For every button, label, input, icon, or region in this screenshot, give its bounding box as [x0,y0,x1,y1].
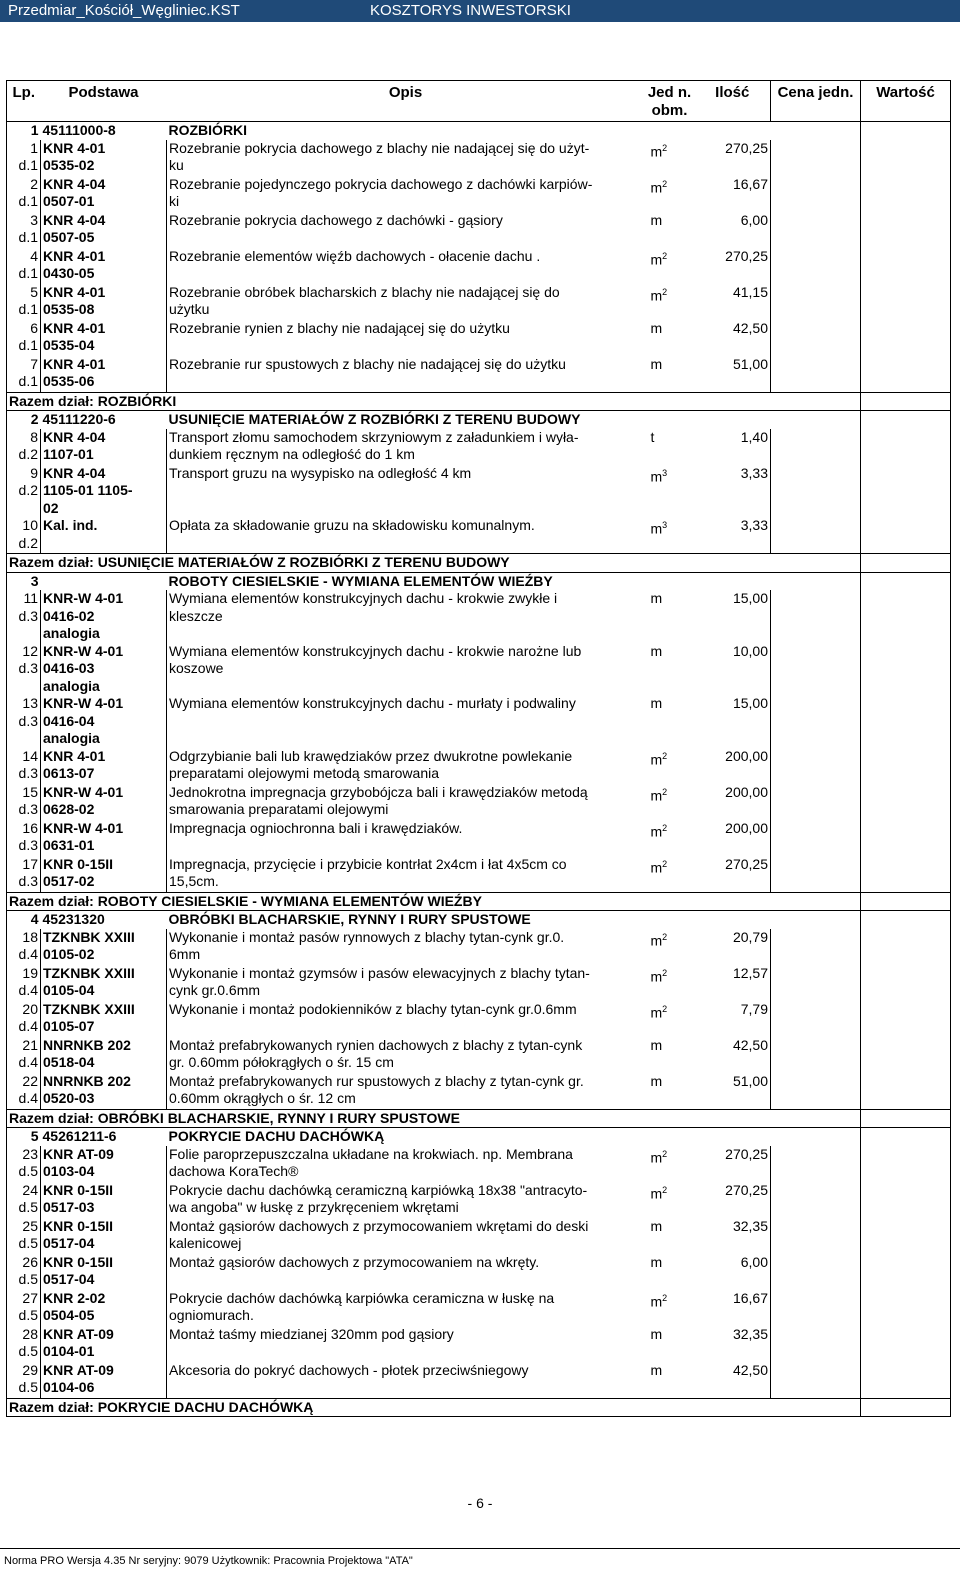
cena-cell [771,517,861,554]
cena-cell [771,1182,861,1218]
position-basis: KNR 2-02 0504-05 [41,1290,167,1326]
section-number: 2 [7,411,41,429]
wartosc-cell [861,212,951,248]
position-description: Wymiana elementów konstrukcyjnych dachu - krokwie narożne lub koszowe [167,643,645,696]
position-description: Folie paroprzepuszczalna układane na krokwiach. np. Membrana dachowa KoraTech® [167,1146,645,1182]
position-number: 18 d.4 [7,929,41,965]
section-title: ROZBIÓRKI [167,122,771,140]
position-number: 3 d.1 [7,212,41,248]
wartosc-cell [861,1398,951,1417]
position-quantity: 51,00 [695,1073,771,1110]
position-unit: $m^2$ [650,1003,668,1021]
position-unit: $m^2$ [650,286,668,304]
position-unit: $m^2$ [650,1184,668,1202]
cena-cell [771,590,861,643]
table-row [7,284,951,320]
position-quantity: 42,50 [695,1037,771,1073]
position-quantity: 7,79 [695,1001,771,1037]
wartosc-cell [861,429,951,465]
wartosc-cell [861,1290,951,1326]
position-basis: KNR-W 4-01 0416-04 analogia [41,695,167,748]
cena-cell [771,284,861,320]
position-number: 23 d.5 [7,1146,41,1182]
wartosc-cell [861,820,951,856]
section-title: ROBOTY CIESIELSKIE - WYMIANA ELEMENTÓW WIEŹBY [167,572,771,590]
position-number: 17 d.3 [7,856,41,893]
wartosc-cell [861,911,951,929]
position-description: Wykonanie i montaż podokienników z blachy tytan-cynk gr.0.6mm [167,1001,645,1037]
wartosc-cell [861,929,951,965]
position-number: 19 d.4 [7,965,41,1001]
position-basis: KNR 0-15II 0517-04 [41,1218,167,1254]
cena-cell [771,122,861,140]
table-row [7,176,951,212]
position-unit: m [650,1217,663,1234]
position-description: Jednokrotna impregnacja grzybobójcza bali i krawędziaków metodą smarowania preparatami olejowymi [167,784,645,820]
section-number: 5 [7,1128,41,1146]
position-quantity: 270,25 [695,248,771,284]
section-number: 4 [7,911,41,929]
wartosc-cell [861,356,951,393]
cena-cell [771,929,861,965]
wartosc-cell [861,392,951,411]
position-number: 16 d.3 [7,820,41,856]
position-unit: t [650,428,655,445]
wartosc-cell [861,411,951,429]
cena-cell [771,748,861,784]
position-description: Transport złomu samochodem skrzyniowym z załadunkiem i wyła- dunkiem ręcznym na odległość do 1 km [167,429,645,465]
position-number: 8 d.2 [7,429,41,465]
wartosc-cell [861,1109,951,1128]
position-unit: m [650,1036,663,1053]
table-row [7,356,951,393]
section-row [7,572,951,590]
wartosc-cell [861,176,951,212]
table-row [7,1290,951,1326]
cena-cell [771,1128,861,1146]
position-basis: Kal. ind. [41,517,167,554]
cena-cell [771,411,861,429]
position-unit: $m^2$ [650,967,668,985]
section-code: 45111000-8 [41,122,167,140]
section-row [7,911,951,929]
position-quantity: 6,00 [695,212,771,248]
header-ilosc: Ilość [695,81,771,122]
table-row [7,429,951,465]
position-description: Rozebranie rur spustowych z blachy nie nadającej się do użytku [167,356,645,393]
position-number: 10 d.2 [7,517,41,554]
wartosc-cell [861,517,951,554]
table-row [7,1362,951,1399]
table-row [7,248,951,284]
cena-cell [771,1254,861,1290]
position-description: Montaż gąsiorów dachowych z przymocowaniem wkrętami do deski kalenicowej [167,1218,645,1254]
position-number: 2 d.1 [7,176,41,212]
position-description: Opłata za składowanie gruzu na składowisku komunalnym. [167,517,645,554]
position-basis: KNR 4-01 0535-06 [41,356,167,393]
table-body [7,122,951,1417]
section-total-row [7,1398,951,1417]
wartosc-cell [861,892,951,911]
wartosc-cell [861,695,951,748]
table-row [7,1326,951,1362]
position-number: 13 d.3 [7,695,41,748]
table-row [7,1182,951,1218]
window-titlebar [0,0,960,22]
position-number: 7 d.1 [7,356,41,393]
position-quantity: 42,50 [695,320,771,356]
position-unit: m [650,590,663,606]
position-number: 14 d.3 [7,748,41,784]
section-number: 1 [7,122,41,140]
cena-cell [771,465,861,518]
position-unit: m [650,211,663,228]
position-number: 25 d.5 [7,1218,41,1254]
position-unit: $m^3$ [650,467,668,485]
position-unit: m [650,355,663,372]
position-unit: $m^2$ [650,178,668,196]
wartosc-cell [861,590,951,643]
position-quantity: 32,35 [695,1218,771,1254]
position-unit: $m^3$ [650,520,668,537]
position-number: 28 d.5 [7,1326,41,1362]
position-description: Transport gruzu na wysypisko na odległość 4 km [167,465,645,518]
table-row [7,695,951,748]
table-row [7,1037,951,1073]
position-description: Montaż taśmy miedzianej 320mm pod gąsiory [167,1326,645,1362]
position-number: 15 d.3 [7,784,41,820]
position-unit: $m^2$ [650,858,668,876]
header-podstawa: Podstawa [41,81,167,122]
position-quantity: 200,00 [695,784,771,820]
wartosc-cell [861,554,951,573]
section-row [7,122,951,140]
section-row [7,411,951,429]
section-total-label: Razem dział: ROBOTY CIESIELSKIE - WYMIANA ELEMENTÓW WIEŹBY [7,892,771,911]
position-description: Wymiana elementów konstrukcyjnych dachu - krokwie zwykłe i kleszcze [167,590,645,643]
position-basis: KNR 4-01 0535-08 [41,284,167,320]
wartosc-cell [861,1146,951,1182]
position-description: Wykonanie i montaż pasów rynnowych z blachy tytan-cynk gr.0. 6mm [167,929,645,965]
position-basis: KNR 4-01 0535-04 [41,320,167,356]
position-description: Pokrycie dachów dachówką karpiówka ceramiczna w łuskę na ogniomurach. [167,1290,645,1326]
position-number: 24 d.5 [7,1182,41,1218]
position-description: Montaż prefabrykowanych rynien dachowych z blachy z tytan-cynk gr. 0.60mm półokrągłych o śr. 15 cm [167,1037,645,1073]
wartosc-cell [861,784,951,820]
wartosc-cell [861,1073,951,1110]
table-row [7,1146,951,1182]
wartosc-cell [861,965,951,1001]
position-unit: m [650,642,663,659]
position-basis: KNR-W 4-01 0416-03 analogia [41,643,167,696]
cena-cell [771,1326,861,1362]
table-header-row [7,81,951,122]
position-number: 5 d.1 [7,284,41,320]
section-total-label: Razem dział: OBRÓBKI BLACHARSKIE, RYNNY I RURY SPUSTOWE [7,1109,771,1128]
table-row [7,784,951,820]
wartosc-cell [861,320,951,356]
cena-cell [771,140,861,176]
cena-cell [771,429,861,465]
table-row [7,856,951,893]
position-basis: KNR-W 4-01 0631-01 [41,820,167,856]
page-number: - 6 - [467,1495,493,1511]
estimate-table [6,80,951,1417]
cena-cell [771,1290,861,1326]
wartosc-cell [861,1362,951,1399]
position-quantity: 270,25 [695,1146,771,1182]
section-total-row [7,892,951,911]
position-quantity: 3,33 [695,465,771,518]
wartosc-cell [861,1254,951,1290]
position-basis: KNR 4-04 0507-01 [41,176,167,212]
footer-info: Norma PRO Wersja 4.35 Nr seryjny: 9079 Użytkownik: Pracownia Projektowa "ATA" [0,1548,960,1567]
cena-cell [771,320,861,356]
cena-cell [771,643,861,696]
table-row [7,320,951,356]
position-quantity: 200,00 [695,748,771,784]
position-description: Rozebranie rynien z blachy nie nadającej się do użytku [167,320,645,356]
section-title: OBRÓBKI BLACHARSKIE, RYNNY I RURY SPUSTOWE [167,911,771,929]
cena-cell [771,1001,861,1037]
position-basis: KNR 4-01 0613-07 [41,748,167,784]
position-number: 22 d.4 [7,1073,41,1110]
section-total-row [7,1109,951,1128]
position-unit: $m^2$ [650,750,668,768]
section-title: USUNIĘCIE MATERIAŁÓW Z ROZBIÓRKI Z TERENU BUDOWY [167,411,771,429]
header-opis: Opis [167,81,645,122]
position-number: 27 d.5 [7,1290,41,1326]
position-quantity: 41,15 [695,284,771,320]
table-row [7,929,951,965]
position-number: 12 d.3 [7,643,41,696]
position-unit: m [650,319,663,336]
cena-cell [771,248,861,284]
table-row [7,1218,951,1254]
position-description: Rozebranie pokrycia dachowego z dachówki - gąsiory [167,212,645,248]
position-unit: $m^2$ [650,822,668,840]
cena-cell [771,1109,861,1128]
table-row [7,643,951,696]
header-jed: Jed n. obm. [645,81,695,122]
position-unit: $m^2$ [650,931,668,949]
position-basis: KNR 0-15II 0517-03 [41,1182,167,1218]
section-code [41,572,167,590]
position-number: 11 d.3 [7,590,41,643]
cena-cell [771,892,861,911]
position-quantity: 12,57 [695,965,771,1001]
position-basis: TZKNBK XXIII 0105-07 [41,1001,167,1037]
table-row [7,212,951,248]
wartosc-cell [861,140,951,176]
document-title: KOSZTORYS INWESTORSKI [370,2,571,19]
position-quantity: 10,00 [695,643,771,696]
section-total-row [7,392,951,411]
position-number: 29 d.5 [7,1362,41,1399]
wartosc-cell [861,748,951,784]
table-row [7,590,951,643]
position-description: Rozebranie pokrycia dachowego z blachy nie nadającej się do użyt- ku [167,140,645,176]
wartosc-cell [861,856,951,893]
cena-cell [771,784,861,820]
file-name: Przedmiar_Kościół_Węgliniec.KST [8,2,240,19]
position-quantity: 270,25 [695,140,771,176]
cena-cell [771,212,861,248]
table-row [7,465,951,518]
position-basis: KNR AT-09 0104-01 [41,1326,167,1362]
cena-cell [771,911,861,929]
table-row [7,1001,951,1037]
wartosc-cell [861,122,951,140]
section-total-label: Razem dział: ROZBIÓRKI [7,392,771,411]
cena-cell [771,965,861,1001]
position-description: Wykonanie i montaż gzymsów i pasów elewacyjnych z blachy tytan- cynk gr.0.6mm [167,965,645,1001]
position-description: Pokrycie dachu dachówką ceramiczną karpiówką 18x38 "antracyto- wa angoba" w łuskę z przykręceniem wkrętami [167,1182,645,1218]
position-unit: m [650,1072,663,1089]
position-description: Akcesoria do pokryć dachowych - płotek przeciwśniegowy [167,1362,645,1399]
position-quantity: 32,35 [695,1326,771,1362]
position-quantity: 20,79 [695,929,771,965]
cena-cell [771,176,861,212]
position-basis: KNR 4-04 0507-05 [41,212,167,248]
cena-cell [771,356,861,393]
wartosc-cell [861,1326,951,1362]
section-total-row [7,554,951,573]
position-basis: KNR 0-15II 0517-04 [41,1254,167,1290]
header-cena: Cena jedn. [771,81,861,122]
section-row [7,1128,951,1146]
table-row [7,748,951,784]
section-code: 45111220-6 [41,411,167,429]
position-quantity: 270,25 [695,1182,771,1218]
position-basis: KNR 4-01 0535-02 [41,140,167,176]
position-quantity: 270,25 [695,856,771,893]
section-title: POKRYCIE DACHU DACHÓWKĄ [167,1128,771,1146]
cena-cell [771,554,861,573]
position-description: Impregnacja, przycięcie i przybicie kontrłat 2x4cm i łat 4x5cm co 15,5cm. [167,856,645,893]
position-number: 20 d.4 [7,1001,41,1037]
position-quantity: 15,00 [695,695,771,748]
position-quantity: 51,00 [695,356,771,393]
position-basis: KNR AT-09 0104-06 [41,1362,167,1399]
position-basis: TZKNBK XXIII 0105-04 [41,965,167,1001]
table-row [7,820,951,856]
position-quantity: 42,50 [695,1362,771,1399]
position-quantity: 3,33 [695,517,771,554]
wartosc-cell [861,465,951,518]
position-quantity: 6,00 [695,1254,771,1290]
cena-cell [771,572,861,590]
cena-cell [771,1037,861,1073]
position-basis: KNR-W 4-01 0416-02 analogia [41,590,167,643]
position-basis: KNR-W 4-01 0628-02 [41,784,167,820]
position-basis: TZKNBK XXIII 0105-02 [41,929,167,965]
table-row [7,517,951,554]
table-row [7,140,951,176]
position-basis: KNR 4-01 0430-05 [41,248,167,284]
position-description: Odgrzybianie bali lub krawędziaków przez dwukrotne powlekanie preparatami olejowymi metodą smarowania [167,748,645,784]
position-unit: m [650,1253,663,1270]
section-number: 3 [7,572,41,590]
cena-cell [771,1146,861,1182]
wartosc-cell [861,1128,951,1146]
position-unit: $m^2$ [650,786,668,804]
position-description: Montaż prefabrykowanych rur spustowych z blachy z tytan-cynk gr. 0.60mm okrągłych o śr. 12 cm [167,1073,645,1110]
position-description: Montaż gąsiorów dachowych z przymocowaniem na wkręty. [167,1254,645,1290]
position-number: 6 d.1 [7,320,41,356]
wartosc-cell [861,643,951,696]
wartosc-cell [861,1001,951,1037]
position-description: Rozebranie obróbek blacharskich z blachy nie nadającej się do użytku [167,284,645,320]
position-basis: KNR 0-15II 0517-02 [41,856,167,893]
section-total-label: Razem dział: POKRYCIE DACHU DACHÓWKĄ [7,1398,771,1417]
cena-cell [771,392,861,411]
header-wartosc: Wartość [861,81,951,122]
position-basis: NNRNKB 202 0518-04 [41,1037,167,1073]
position-description: Rozebranie pojedynczego pokrycia dachowego z dachówki karpiów- ki [167,176,645,212]
position-number: 1 d.1 [7,140,41,176]
section-code: 45261211-6 [41,1128,167,1146]
position-number: 9 d.2 [7,465,41,518]
position-description: Wymiana elementów konstrukcyjnych dachu - murłaty i podwaliny [167,695,645,748]
section-code: 45231320 [41,911,167,929]
table-row [7,1073,951,1110]
position-basis: KNR 4-04 1105-01 1105- 02 [41,465,167,518]
header-lp: Lp. [7,81,41,122]
cena-cell [771,1073,861,1110]
position-quantity: 1,40 [695,429,771,465]
table-row [7,965,951,1001]
wartosc-cell [861,572,951,590]
cena-cell [771,1398,861,1417]
cena-cell [771,695,861,748]
position-unit: m [650,695,663,711]
position-basis: KNR 4-04 1107-01 [41,429,167,465]
cena-cell [771,820,861,856]
wartosc-cell [861,248,951,284]
wartosc-cell [861,1182,951,1218]
position-quantity: 16,67 [695,1290,771,1326]
position-quantity: 16,67 [695,176,771,212]
section-total-label: Razem dział: USUNIĘCIE MATERIAŁÓW Z ROZBIÓRKI Z TERENU BUDOWY [7,554,771,573]
position-number: 26 d.5 [7,1254,41,1290]
wartosc-cell [861,1218,951,1254]
position-quantity: 200,00 [695,820,771,856]
position-unit: m [650,1325,663,1342]
position-basis: KNR AT-09 0103-04 [41,1146,167,1182]
position-description: Rozebranie elementów więźb dachowych - ołacenie dachu . [167,248,645,284]
position-unit: m [650,1361,663,1378]
position-unit: $m^2$ [650,1148,668,1166]
position-unit: $m^2$ [650,1292,668,1310]
cena-cell [771,1218,861,1254]
position-number: 4 d.1 [7,248,41,284]
position-number: 21 d.4 [7,1037,41,1073]
wartosc-cell [861,284,951,320]
position-unit: $m^2$ [650,142,668,160]
table-row [7,1254,951,1290]
position-basis: NNRNKB 202 0520-03 [41,1073,167,1110]
position-description: Impregnacja ogniochronna bali i krawędziaków. [167,820,645,856]
cena-cell [771,856,861,893]
position-quantity: 15,00 [695,590,771,643]
wartosc-cell [861,1037,951,1073]
position-unit: $m^2$ [650,250,668,268]
cena-cell [771,1362,861,1399]
